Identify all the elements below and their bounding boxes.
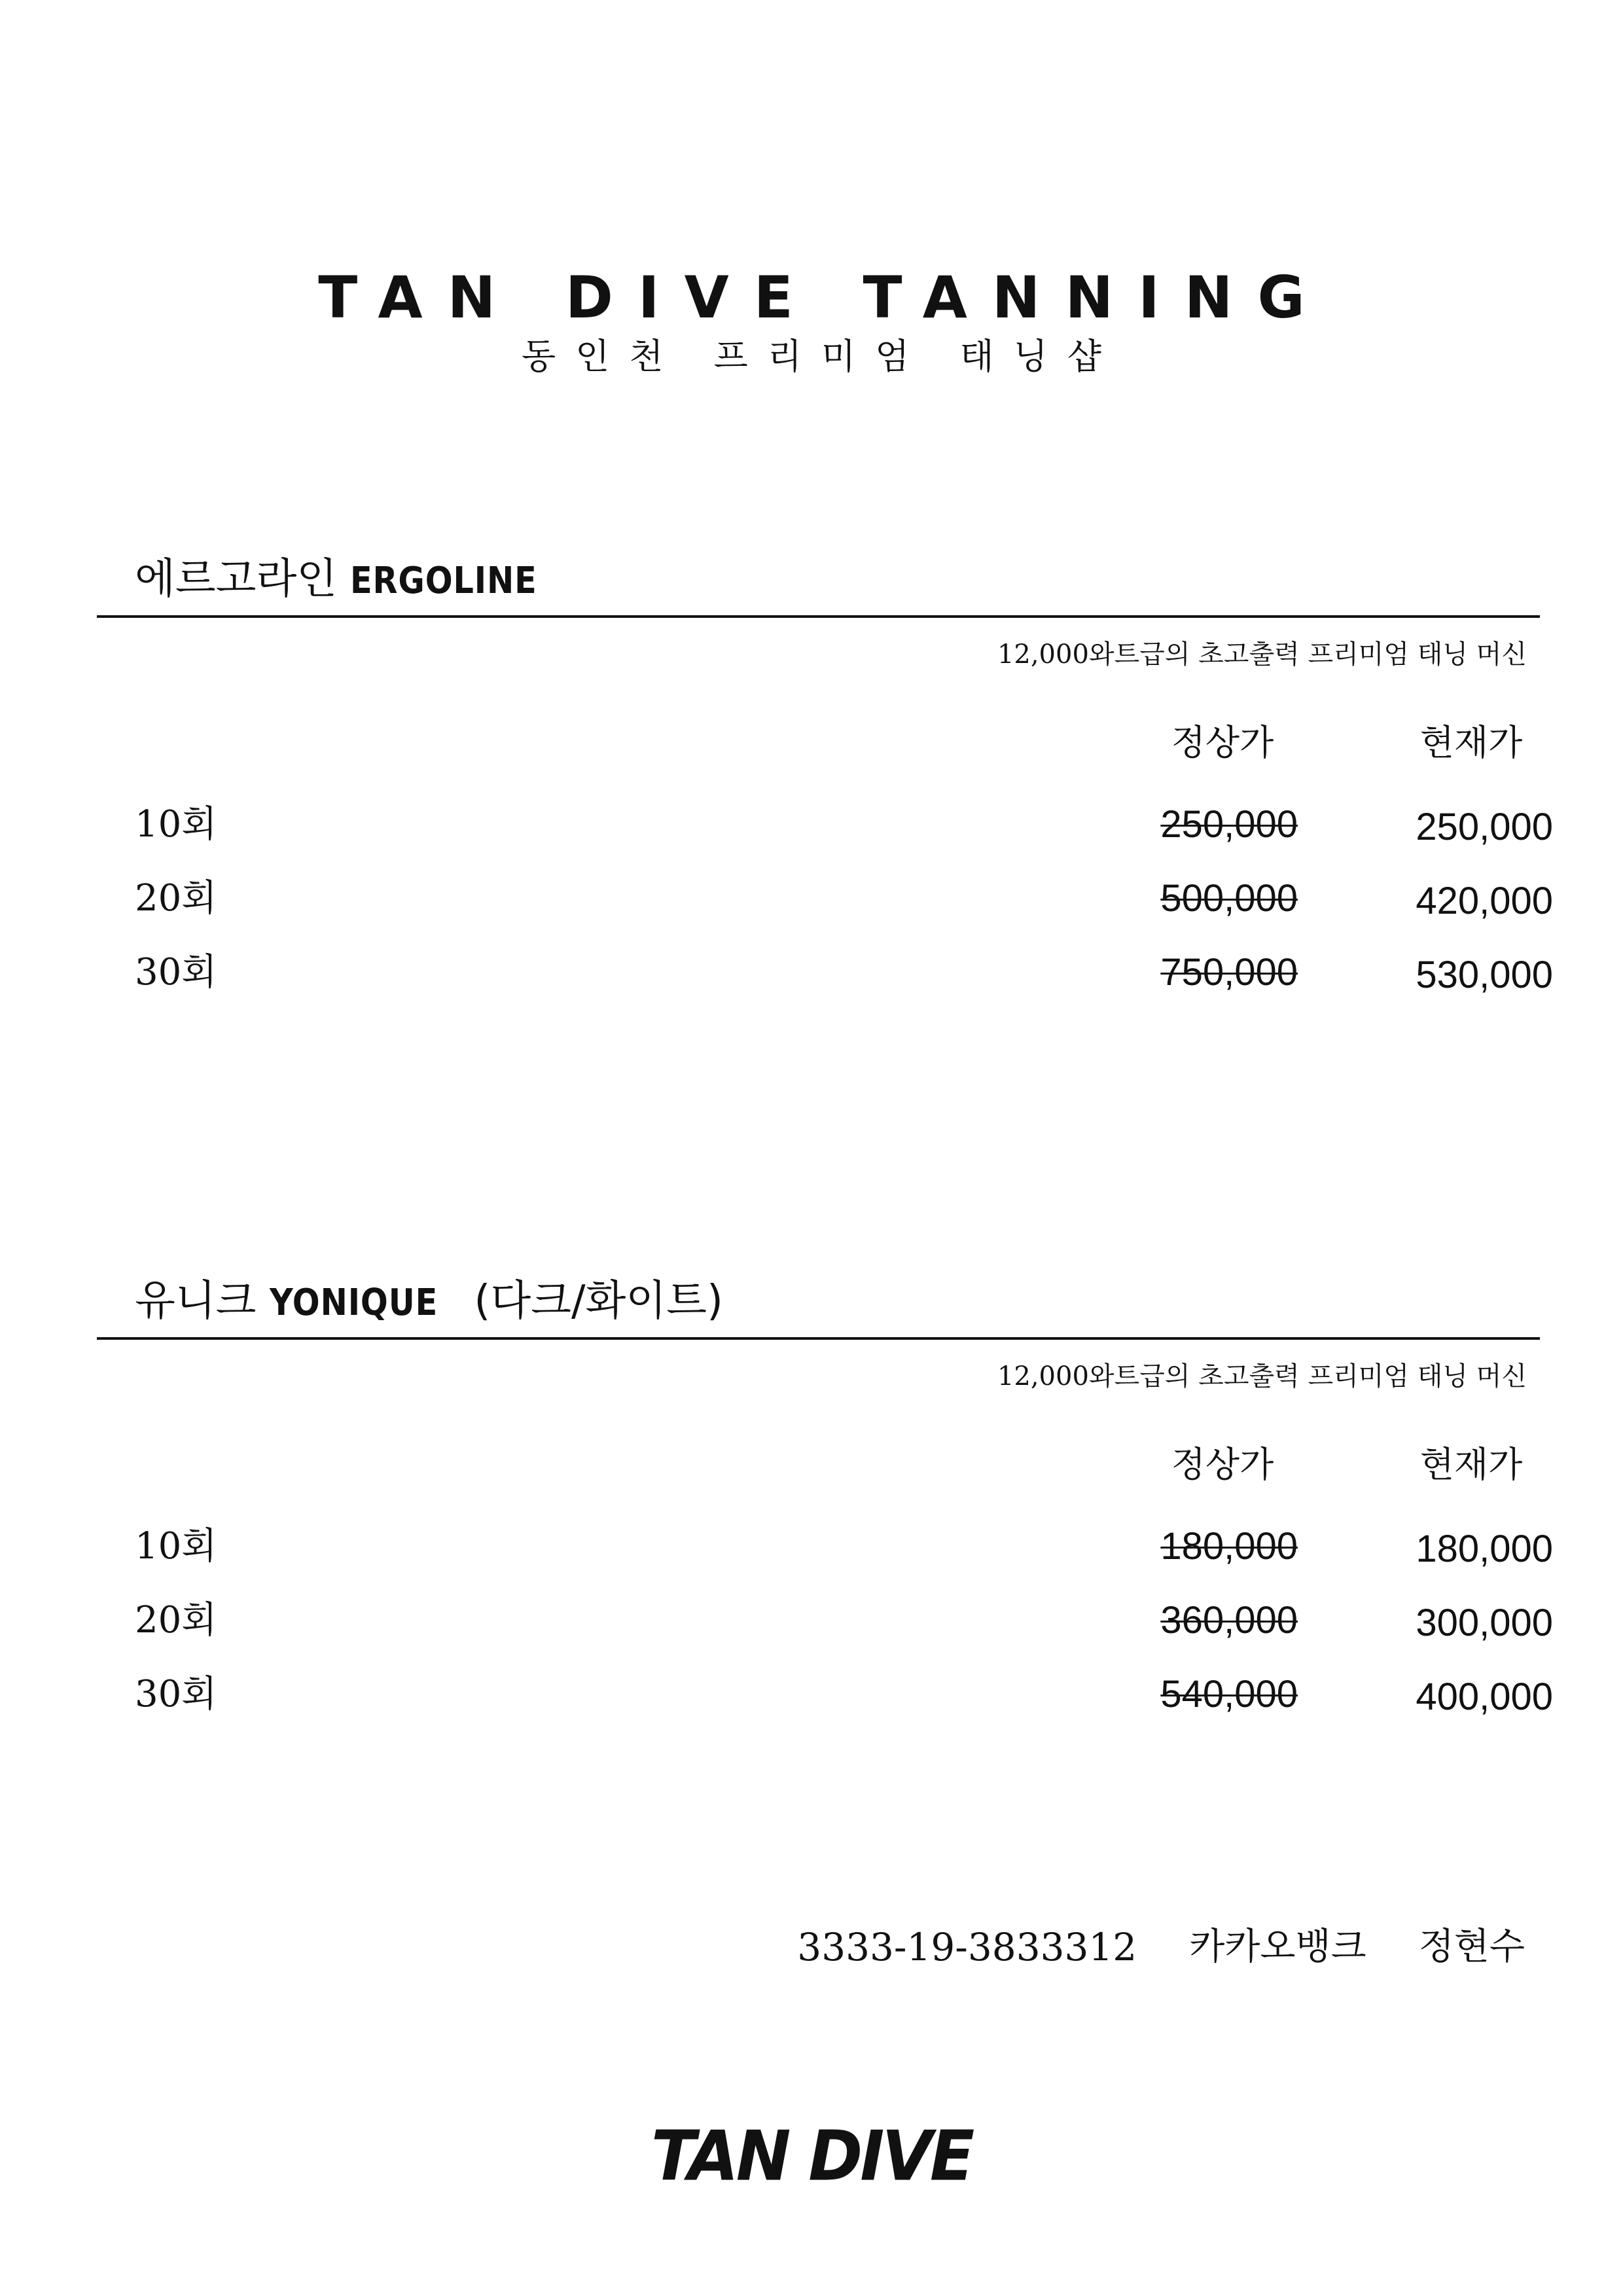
column-header-current-price: 현재가 bbox=[1419, 722, 1523, 763]
machine-name-kr: 유니크 bbox=[135, 1277, 257, 1325]
price-row bbox=[97, 1588, 1553, 1660]
session-count: 10회 bbox=[135, 1525, 217, 1568]
regular-price: 360,000 bbox=[1160, 1599, 1298, 1641]
machine-name-en: YONIQUE bbox=[269, 1282, 438, 1324]
session-count: 30회 bbox=[135, 1673, 217, 1715]
session-count: 20회 bbox=[135, 1599, 217, 1641]
current-price: 300,000 bbox=[1416, 1602, 1553, 1644]
regular-price: 500,000 bbox=[1160, 877, 1298, 920]
regular-price: 750,000 bbox=[1160, 951, 1298, 994]
machine-name-kr: 에르고라인 bbox=[135, 555, 338, 603]
current-price: 180,000 bbox=[1416, 1528, 1553, 1570]
regular-price: 180,000 bbox=[1160, 1525, 1298, 1568]
current-price: 420,000 bbox=[1416, 880, 1553, 922]
column-header-regular-price: 정상가 bbox=[1171, 1444, 1274, 1485]
price-section-yonique bbox=[97, 1272, 1553, 1782]
session-count: 20회 bbox=[135, 877, 217, 920]
price-row bbox=[97, 866, 1553, 938]
machine-variant: (다크/화이트) bbox=[474, 1277, 723, 1325]
brand-title: TAN DIVE TANNING bbox=[318, 264, 1330, 331]
regular-price: 250,000 bbox=[1160, 803, 1298, 846]
price-row bbox=[97, 792, 1553, 864]
column-header-current-price: 현재가 bbox=[1419, 1444, 1523, 1485]
session-count: 30회 bbox=[135, 951, 217, 994]
section-heading bbox=[135, 550, 563, 611]
price-row bbox=[97, 1514, 1553, 1586]
current-price: 400,000 bbox=[1416, 1676, 1553, 1718]
account-holder: 정현수 bbox=[1418, 1926, 1525, 1968]
machine-description: 12,000와트급의 초고출력 프리미엄 태닝 머신 bbox=[997, 639, 1527, 670]
bank-name: 카카오뱅크 bbox=[1189, 1926, 1366, 1968]
brand-logo: TAN DIVE bbox=[651, 2116, 972, 2197]
column-header-regular-price: 정상가 bbox=[1171, 722, 1274, 763]
regular-price: 540,000 bbox=[1160, 1673, 1298, 1715]
price-row bbox=[97, 940, 1553, 1012]
machine-description: 12,000와트급의 초고출력 프리미엄 태닝 머신 bbox=[997, 1361, 1527, 1391]
price-section-ergoline bbox=[97, 550, 1553, 1060]
bank-account-info bbox=[797, 1918, 1525, 1977]
section-divider bbox=[97, 615, 1540, 618]
price-row bbox=[97, 1662, 1553, 1734]
current-price: 530,000 bbox=[1416, 954, 1553, 996]
account-number: 3333-19-3833312 bbox=[797, 1925, 1137, 1969]
machine-name-en: ERGOLINE bbox=[350, 560, 538, 602]
brand-subtitle: 동인천 프리미엄 태닝샵 bbox=[522, 336, 1121, 377]
section-divider bbox=[97, 1337, 1540, 1340]
session-count: 10회 bbox=[135, 803, 217, 846]
current-price: 250,000 bbox=[1416, 806, 1553, 848]
section-heading bbox=[135, 1272, 723, 1333]
